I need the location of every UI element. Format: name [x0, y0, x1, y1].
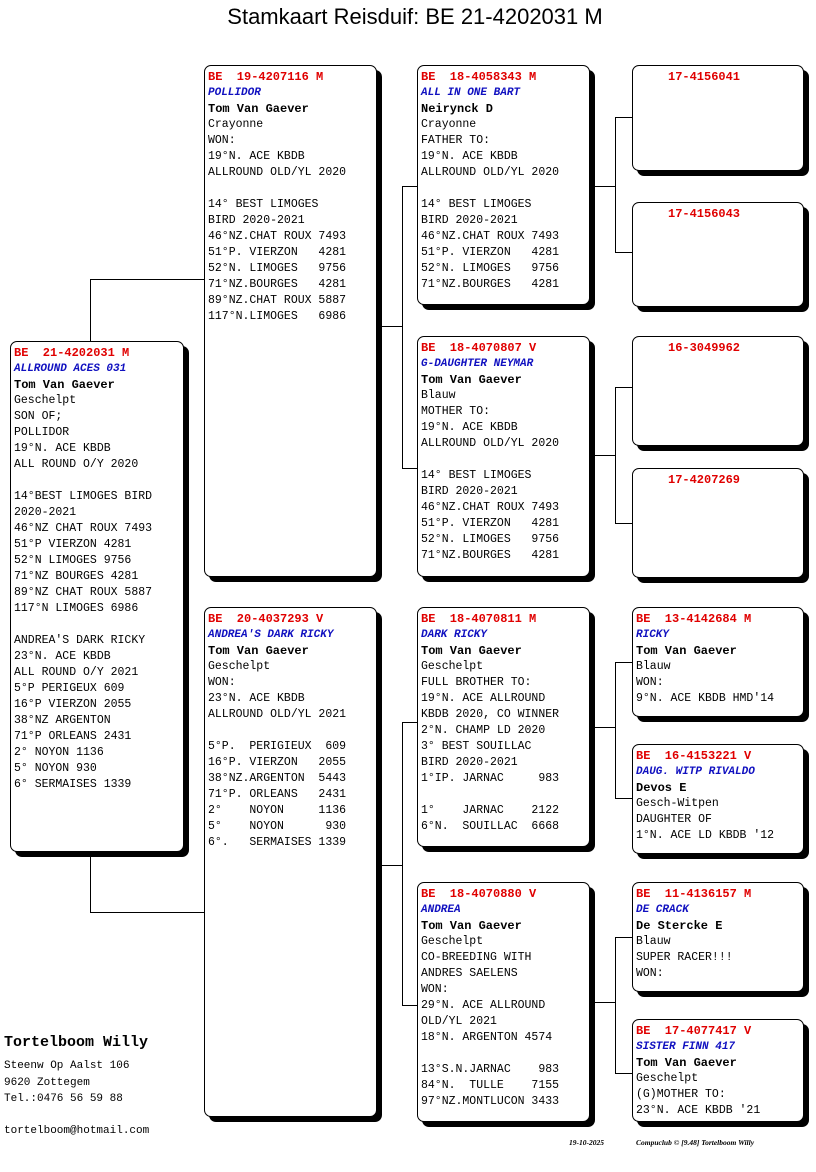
- pedigree-line: 51°P. VIERZON 4281: [208, 246, 347, 259]
- pedigree-line: Blauw: [636, 935, 671, 948]
- pedigree-line: 14° BEST LIMOGES: [421, 198, 532, 211]
- connector-line: [615, 387, 633, 388]
- pigeon-name: DE CRACK: [636, 904, 689, 916]
- pedigree-line: 46°NZ.CHAT ROUX 7493: [421, 501, 560, 514]
- breeder-email[interactable]: tortelboom@hotmail.com: [4, 1125, 150, 1137]
- owner-name: De Stercke E: [636, 919, 723, 933]
- pedigree-line: BIRD 2020-2021: [208, 214, 305, 227]
- pigeon-name: DAUG. WITP RIVALDO: [636, 766, 755, 778]
- pedigree-line: 71°NZ.BOURGES 4281: [208, 278, 347, 291]
- pedigree-line: Crayonne: [208, 118, 264, 131]
- pedigree-line: 84°N. TULLE 7155: [421, 1079, 560, 1092]
- pedigree-line: 46°NZ.CHAT ROUX 7493: [208, 230, 347, 243]
- pedigree-line: 51°P. VIERZON 4281: [421, 246, 560, 259]
- pedigree-line: Crayonne: [421, 118, 477, 131]
- pedigree-line: OLD/YL 2021: [421, 1015, 497, 1028]
- page-title: Stamkaart Reisduif: BE 21-4202031 M: [227, 4, 603, 29]
- pedigree-line: 2020-2021: [14, 506, 77, 519]
- pedigree-line: SON OF;: [14, 410, 63, 423]
- owner-name: Neirynck D: [421, 102, 494, 116]
- ring-number: BE 16-4153221 V: [636, 749, 752, 763]
- pedigree-line: 2°N. CHAMP LD 2020: [421, 724, 546, 737]
- pedigree-line: WON:: [208, 134, 236, 147]
- connector-line: [402, 186, 418, 187]
- pedigree-line: ANDREA'S DARK RICKY: [14, 634, 146, 647]
- owner-name: Devos E: [636, 781, 687, 795]
- card-ds-dam: [632, 744, 804, 854]
- pedigree-line: 46°NZ.CHAT ROUX 7493: [421, 230, 560, 243]
- pedigree-line: 38°NZ ARGENTON: [14, 714, 111, 727]
- pedigree-line: ALLROUND OLD/YL 2020: [421, 166, 560, 179]
- pedigree-line: ALLROUND OLD/YL 2020: [208, 166, 347, 179]
- connector-line: [615, 662, 616, 798]
- pigeon-name: ANDREA'S DARK RICKY: [208, 629, 334, 641]
- owner-name: Tom Van Gaever: [421, 644, 522, 658]
- ring-number: BE 11-4136157 M: [636, 887, 752, 901]
- pedigree-line: Geschelpt: [14, 394, 77, 407]
- pedigree-line: 46°NZ CHAT ROUX 7493: [14, 522, 153, 535]
- pigeon-name: ALL IN ONE BART: [421, 87, 521, 99]
- pedigree-line: [421, 1046, 586, 1062]
- pedigree-line: 3° BEST SOUILLAC: [421, 740, 532, 753]
- pedigree-line: [421, 181, 586, 197]
- connector-line: [615, 937, 616, 1073]
- pedigree-line: Geschelpt: [421, 935, 484, 948]
- card-sd-dam: [632, 468, 804, 578]
- pedigree-line: 51°P. VIERZON 4281: [421, 517, 560, 530]
- pedigree-line: ALLROUND OLD/YL 2021: [208, 708, 347, 721]
- pedigree-line: 97°NZ.MONTLUCON 3433: [421, 1095, 560, 1108]
- pedigree-line: BIRD 2020-2021: [421, 214, 518, 227]
- connector-line: [615, 523, 633, 524]
- pedigree-line: 23°N. ACE KBDB: [14, 650, 111, 663]
- owner-name: Tom Van Gaever: [636, 1056, 737, 1070]
- pedigree-line: 19°N. ACE KBDB: [421, 421, 518, 434]
- pedigree-line: 71°NZ.BOURGES 4281: [421, 549, 560, 562]
- pedigree-line: 89°NZ CHAT ROUX 5887: [14, 586, 153, 599]
- pedigree-line: 1° JARNAC 2122: [421, 804, 560, 817]
- owner-name: Tom Van Gaever: [208, 102, 309, 116]
- card-dam: [204, 607, 377, 1117]
- connector-line: [615, 117, 633, 118]
- pedigree-line: 19°N. ACE KBDB: [14, 442, 111, 455]
- footer-software: Compuclub © [9.48] Tortelboom Willy: [636, 1138, 755, 1147]
- pedigree-line: 23°N. ACE KBDB '21: [636, 1104, 761, 1117]
- pedigree-line: [208, 723, 373, 739]
- pigeon-name: ANDREA: [421, 904, 461, 916]
- connector-line: [615, 1073, 633, 1074]
- pedigree-line: (G)MOTHER TO:: [636, 1088, 726, 1101]
- ring-number: BE 19-4207116 M: [208, 70, 324, 84]
- pedigree-line: 71°NZ.BOURGES 4281: [421, 278, 560, 291]
- connector-line: [90, 852, 91, 912]
- pigeon-name: SISTER FINN 417: [636, 1041, 736, 1053]
- pedigree-line: ALL ROUND O/Y 2021: [14, 666, 139, 679]
- pedigree-line: 2° NOYON 1136: [208, 804, 347, 817]
- pedigree-line: 9°N. ACE KBDB HMD'14: [636, 692, 775, 705]
- pedigree-line: 5° NOYON 930: [14, 762, 97, 775]
- ring-number: BE 18-4058343 M: [421, 70, 537, 84]
- pedigree-line: [421, 787, 586, 803]
- pedigree-line: 14° BEST LIMOGES: [208, 198, 319, 211]
- connector-line: [402, 1005, 418, 1006]
- pedigree-line: Geschelpt: [421, 660, 484, 673]
- pedigree-line: WON:: [636, 967, 664, 980]
- pedigree-line: 1°IP. JARNAC 983: [421, 772, 560, 785]
- pedigree-line: Geschelpt: [208, 660, 271, 673]
- connector-line: [90, 279, 91, 341]
- card-sire: [204, 65, 377, 577]
- card-sire-sire: [417, 65, 590, 305]
- pedigree-line: [208, 181, 373, 197]
- pedigree-line: [421, 452, 586, 468]
- pedigree-line: 16°P VIERZON 2055: [14, 698, 132, 711]
- card-sd-sire: [632, 336, 804, 446]
- pedigree-line: 13°S.N.JARNAC 983: [421, 1063, 560, 1076]
- breeder-phone: Tel.:0476 56 59 88: [4, 1093, 123, 1105]
- ring-number: 17-4156041: [668, 70, 741, 84]
- card-sire-dam: [417, 336, 590, 577]
- pedigree-line: 19°N. ACE KBDB: [208, 150, 305, 163]
- pedigree-line: 2° NOYON 1136: [14, 746, 104, 759]
- pedigree-line: 89°NZ.CHAT ROUX 5887: [208, 294, 347, 307]
- ring-number: BE 20-4037293 V: [208, 612, 324, 626]
- owner-name: Tom Van Gaever: [421, 919, 522, 933]
- pedigree-line: ANDRES SAELENS: [421, 967, 518, 980]
- connector-line: [591, 727, 616, 728]
- pedigree-line: [14, 617, 180, 633]
- pigeon-name: POLLIDOR: [208, 87, 261, 99]
- pedigree-line: ALLROUND OLD/YL 2020: [421, 437, 560, 450]
- pedigree-line: FULL BROTHER TO:: [421, 676, 532, 689]
- pedigree-line: 5°P. PERIGIEUX 609: [208, 740, 347, 753]
- pedigree-line: 52°N. LIMOGES 9756: [421, 262, 560, 275]
- owner-name: Tom Van Gaever: [636, 644, 737, 658]
- ring-number: 16-3049962: [668, 341, 741, 355]
- pedigree-line: 16°P. VIERZON 2055: [208, 756, 347, 769]
- pedigree-line: 117°N LIMOGES 6986: [14, 602, 139, 615]
- card-ss-dam: [632, 202, 804, 307]
- pedigree-line: WON:: [636, 676, 664, 689]
- pedigree-line: 52°N. LIMOGES 9756: [421, 533, 560, 546]
- connector-line: [615, 937, 633, 938]
- pedigree-line: 19°N. ACE KBDB: [421, 150, 518, 163]
- owner-name: Tom Van Gaever: [421, 373, 522, 387]
- pedigree-line: ALL ROUND O/Y 2020: [14, 458, 139, 471]
- pedigree-line: Geschelpt: [636, 1072, 699, 1085]
- pedigree-line: BIRD 2020-2021: [421, 756, 518, 769]
- ring-number: BE 21-4202031 M: [14, 346, 130, 360]
- pedigree-line: WON:: [208, 676, 236, 689]
- pedigree-line: 52°N LIMOGES 9756: [14, 554, 132, 567]
- owner-name: Tom Van Gaever: [208, 644, 309, 658]
- connector-line: [591, 455, 616, 456]
- pedigree-line: 18°N. ARGENTON 4574: [421, 1031, 553, 1044]
- connector-line: [591, 1002, 616, 1003]
- pedigree-line: 71°P ORLEANS 2431: [14, 730, 132, 743]
- pedigree-line: 6°. SERMAISES 1339: [208, 836, 347, 849]
- footer-date: 19-10-2025: [569, 1138, 604, 1147]
- pedigree-line: POLLIDOR: [14, 426, 70, 439]
- ring-number: BE 17-4077417 V: [636, 1024, 752, 1038]
- ring-number: BE 18-4070880 V: [421, 887, 537, 901]
- breeder-city: 9620 Zottegem: [4, 1077, 90, 1089]
- pedigree-line: 6° SERMAISES 1339: [14, 778, 132, 791]
- connector-line: [402, 722, 403, 1005]
- connector-line: [378, 865, 403, 866]
- connector-line: [615, 117, 616, 252]
- card-subject: [10, 341, 184, 852]
- connector-line: [402, 468, 418, 469]
- pedigree-line: 6°N. SOUILLAC 6668: [421, 820, 560, 833]
- pedigree-line: KBDB 2020, CO WINNER: [421, 708, 560, 721]
- connector-line: [90, 279, 204, 280]
- connector-line: [378, 326, 403, 327]
- pedigree-line: 52°N. LIMOGES 9756: [208, 262, 347, 275]
- pedigree-line: 71°P. ORLEANS 2431: [208, 788, 347, 801]
- ring-number: 17-4207269: [668, 473, 741, 487]
- pedigree-line: 71°NZ BOURGES 4281: [14, 570, 139, 583]
- pedigree-line: DAUGHTER OF: [636, 813, 712, 826]
- connector-line: [90, 912, 204, 913]
- pedigree-line: SUPER RACER!!!: [636, 951, 733, 964]
- connector-line: [402, 722, 418, 723]
- breeder-name: Tortelboom Willy: [4, 1034, 149, 1051]
- ring-number: BE 13-4142684 M: [636, 612, 752, 626]
- card-dam-dam: [417, 882, 590, 1122]
- pedigree-line: 14°BEST LIMOGES BIRD: [14, 490, 153, 503]
- pedigree-line: CO-BREEDING WITH: [421, 951, 532, 964]
- pedigree-line: Blauw: [421, 389, 456, 402]
- pedigree-line: 1°N. ACE LD KBDB '12: [636, 829, 775, 842]
- ring-number: 17-4156043: [668, 207, 741, 221]
- pedigree-line: 5°P PERIGEUX 609: [14, 682, 125, 695]
- card-dam-sire: [417, 607, 590, 847]
- pedigree-line: [14, 473, 180, 489]
- pedigree-line: WON:: [421, 983, 449, 996]
- card-ss-sire: [632, 65, 804, 171]
- ring-number: BE 18-4070811 M: [421, 612, 537, 626]
- pigeon-name: G-DAUGHTER NEYMAR: [421, 358, 534, 370]
- ring-number: BE 18-4070807 V: [421, 341, 537, 355]
- breeder-street: Steenw Op Aalst 106: [4, 1060, 130, 1072]
- connector-line: [615, 387, 616, 523]
- pedigree-line: 5° NOYON 930: [208, 820, 347, 833]
- card-ds-sire: [632, 607, 804, 717]
- connector-line: [402, 186, 403, 468]
- connector-line: [615, 798, 633, 799]
- pedigree-line: MOTHER TO:: [421, 405, 491, 418]
- pedigree-line: 14° BEST LIMOGES: [421, 469, 532, 482]
- pedigree-line: 117°N.LIMOGES 6986: [208, 310, 347, 323]
- pigeon-name: DARK RICKY: [421, 629, 488, 641]
- pedigree-line: 38°NZ.ARGENTON 5443: [208, 772, 347, 785]
- pedigree-line: Blauw: [636, 660, 671, 673]
- connector-line: [615, 662, 633, 663]
- owner-name: Tom Van Gaever: [14, 378, 115, 392]
- connector-line: [591, 186, 616, 187]
- connector-line: [615, 252, 633, 253]
- pedigree-line: Gesch-Witpen: [636, 797, 719, 810]
- pigeon-name: ALLROUND ACES 031: [14, 363, 127, 375]
- pedigree-line: 29°N. ACE ALLROUND: [421, 999, 546, 1012]
- pedigree-line: BIRD 2020-2021: [421, 485, 518, 498]
- pigeon-name: RICKY: [636, 629, 670, 641]
- pedigree-line: 51°P VIERZON 4281: [14, 538, 132, 551]
- pedigree-line: 23°N. ACE KBDB: [208, 692, 305, 705]
- card-dd-sire: [632, 882, 804, 992]
- pedigree-line: 19°N. ACE ALLROUND: [421, 692, 546, 705]
- pedigree-line: FATHER TO:: [421, 134, 491, 147]
- card-dd-dam: [632, 1019, 804, 1122]
